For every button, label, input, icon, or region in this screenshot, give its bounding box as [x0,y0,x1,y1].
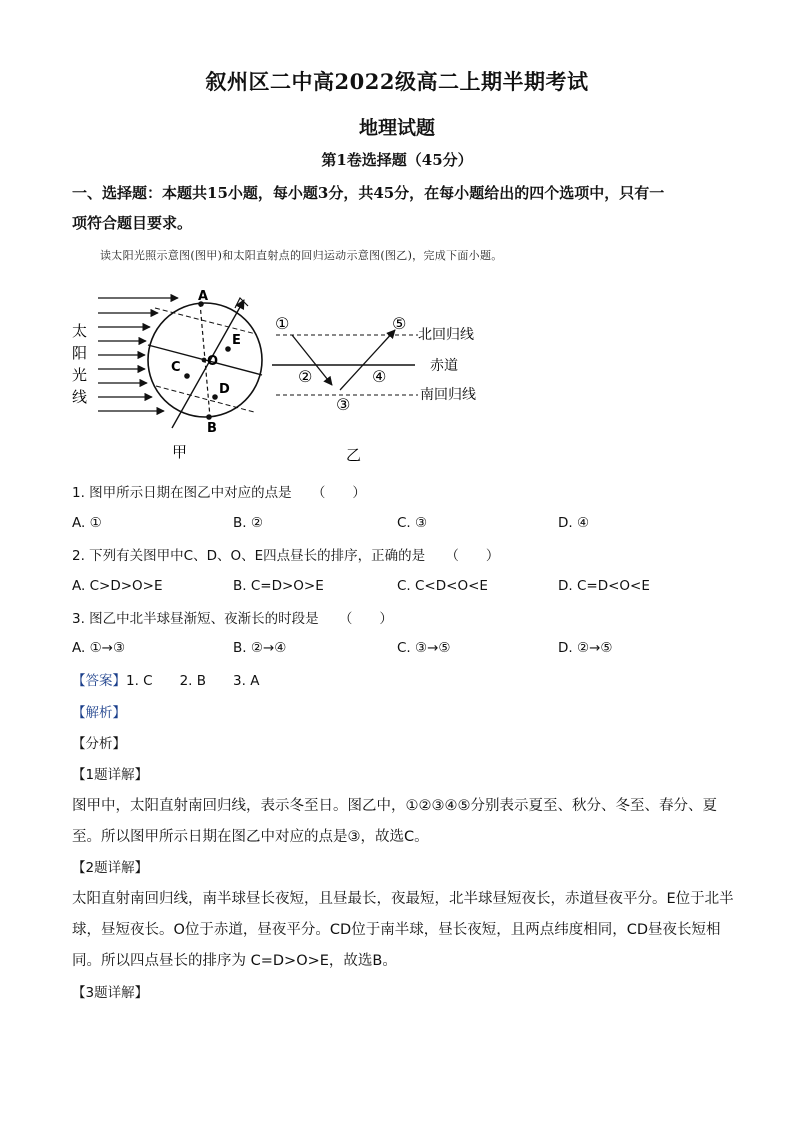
answer-tag: 【答案】 [72,673,126,689]
detail-1-tag: 【1题详解】 [72,767,149,783]
detail-2-line3: 同。所以四点昼长的排序为 C=D>O>E，故选B。 [72,953,397,969]
position-1: ① [275,314,290,333]
question-intro: 读太阳光照示意图(图甲)和太阳直射点的回归运动示意图(图乙)，完成下面小题。 [100,249,503,262]
tropic-south-label: 南回归线 [420,387,476,403]
point-e-label: E [232,333,241,348]
caption-jia: 甲 [172,443,188,461]
position-2: ② [298,367,313,386]
instructions-line1: 一、选择题：本题共15小题，每小题3分，共45分，在每小题给出的四个选项中，只有一 [72,184,665,202]
q3-option-b: B. ②→④ [233,640,287,656]
q1-option-c: C. ③ [397,515,428,531]
detail-1-line2: 至。所以图甲所示日期在图乙中对应的点是③，故选C。 [72,829,429,845]
fenxi-tag: 【分析】 [72,736,126,752]
migration-diagram [272,330,418,395]
sun-label-3: 光 [72,366,88,384]
position-3: ③ [336,395,351,414]
question-1-stem: 1. 图甲所示日期在图乙中对应的点是 （ ） [72,485,366,501]
q3-option-d: D. ②→⑤ [558,640,613,656]
detail-3-tag: 【3题详解】 [72,985,149,1001]
point-o-label: O [207,354,219,369]
subject-title: 地理试题 [358,117,435,139]
q3-option-a: A. ①→③ [72,640,126,656]
detail-2-line1: 太阳直射南回归线，南半球昼长夜短，且昼最长，夜最短，北半球昼短夜长，赤道昼夜平分。E位于北半 [72,891,734,907]
q2-option-a: A. C>D>O>E [72,578,163,594]
position-5: ⑤ [392,314,407,333]
point-c-label: C [171,360,181,375]
question-3-stem: 3. 图乙中北半球昼渐短、夜渐长的时段是 （ ） [72,611,393,627]
point-b-label: B [207,421,217,436]
equator-label: 赤道 [430,358,458,374]
caption-yi: 乙 [346,446,362,464]
q1-option-b: B. ② [233,515,263,531]
q1-option-a: A. ① [72,515,102,531]
q2-option-c: C. C<D<O<E [397,578,488,594]
sun-label-2: 阳 [72,344,88,362]
answer-line [72,671,732,691]
q1-option-d: D. ④ [558,515,590,531]
q2-option-d: D. C=D<O<E [558,578,650,594]
answer-text: 1. C 2. B 3. A [126,673,260,689]
section-title: 第1卷选择题（45分） [321,151,473,169]
q3-option-c: C. ③→⑤ [397,640,451,656]
detail-2-line2: 球，昼短夜长。O位于赤道，昼夜平分。CD位于南半球，昼长夜短，且两点纬度相同，CD昼夜长短相 [72,922,721,938]
sunlight-diagram [60,280,500,470]
point-d-label: D [219,382,230,397]
question-2-stem: 2. 下列有关图甲中C、D、O、E四点昼长的排序，正确的是 （ ） [72,548,500,564]
q2-option-b: B. C=D>O>E [233,578,324,594]
position-4: ④ [372,367,387,386]
detail-1-line1: 图甲中，太阳直射南回归线，表示冬至日。图乙中，①②③④⑤分别表示夏至、秋分、冬至、春分、夏 [72,798,717,814]
detail-2-tag: 【2题详解】 [72,860,149,876]
earth-globe [148,298,262,428]
sun-label-1: 太 [72,322,88,340]
sun-rays [98,298,178,411]
instructions-line2: 项符合题目要求。 [72,214,193,232]
analysis-tag: 【解析】 [72,705,126,721]
sun-label-4: 线 [72,388,88,406]
exam-title: 叙州区二中高2022级高二上期半期考试 [205,69,589,94]
point-a-label: A [198,289,209,304]
tropic-north-label: 北回归线 [418,327,474,343]
